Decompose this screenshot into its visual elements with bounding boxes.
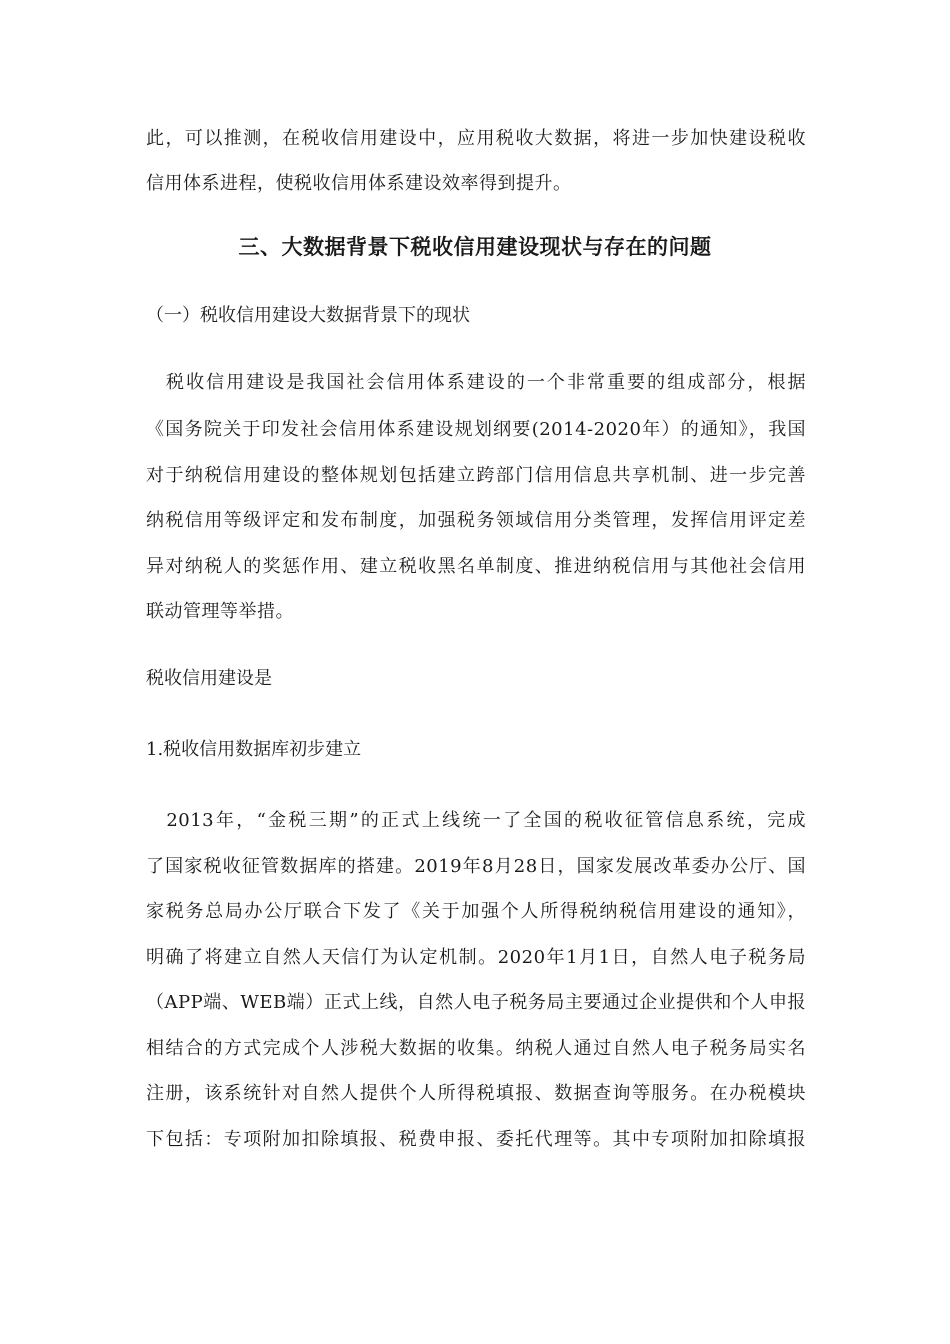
paragraph-line: 相结合的方式完成个人涉税大数据的收集。纳税人通过自然人电子税务局实名: [146, 1038, 806, 1059]
paragraph-line: 纳税信用等级评定和发布制度，加强税务领域信用分类管理，发挥信用评定差: [146, 510, 806, 531]
paragraph-line: 注册，该系统针对自然人提供个人所得税填报、数据查询等服务。在办税模块: [146, 1083, 806, 1104]
paragraph-line: 2013年，“金税三期”的正式上线统一了全国的税收征管信息系统，完成: [146, 810, 806, 831]
paragraph-line: 对于纳税信用建设的整体规划包括建立跨部门信用信息共享机制、进一步完善: [146, 465, 806, 486]
item-title: 1.税收信用数据库初步建立: [146, 739, 362, 760]
paragraph-line: 了国家税收征管数据库的搭建。2019年8月28日，国家发展改革委办公厅、国: [146, 856, 806, 877]
paragraph-line: 此，可以推测，在税收信用建设中，应用税收大数据，将进一步加快建设税收: [146, 128, 806, 149]
paragraph-line: 下包括：专项附加扣除填报、税费申报、委托代理等。其中专项附加扣除填报: [146, 1129, 806, 1150]
paragraph-line: 信用体系进程，使税收信用体系建设效率得到提升。: [146, 173, 572, 194]
fragment-line: 税收信用建设是: [146, 668, 272, 689]
paragraph-line: 联动管理等举措。: [146, 601, 294, 622]
paragraph-line: 明确了将建立自然人天信仃为认定机制。2020年1月1日，自然人电子税务局: [146, 947, 806, 968]
subsection-title: （一）税收信用建设大数据背景下的现状: [146, 305, 470, 326]
paragraph-line: 家税务总局办公厅联合下发了《关于加强个人所得税纳税信用建设的通知》，: [146, 901, 806, 922]
paragraph-line: 税收信用建设是我国社会信用体系建设的一个非常重要的组成部分，根据: [146, 372, 806, 393]
paragraph-line: （APP端、WEB端）正式上线，自然人电子税务局主要通过企业提供和个人申报: [146, 992, 806, 1013]
paragraph-line: 异对纳税人的奖惩作用、建立税收黑名单制度、推进纳税信用与其他社会信用: [146, 556, 806, 577]
section-title: 三、大数据背景下税收信用建设现状与存在的问题: [238, 235, 712, 259]
paragraph-line: 《国务院关于印发社会信用体系建设规划纲要(2014-2020年）的通知》，我国: [146, 419, 806, 440]
